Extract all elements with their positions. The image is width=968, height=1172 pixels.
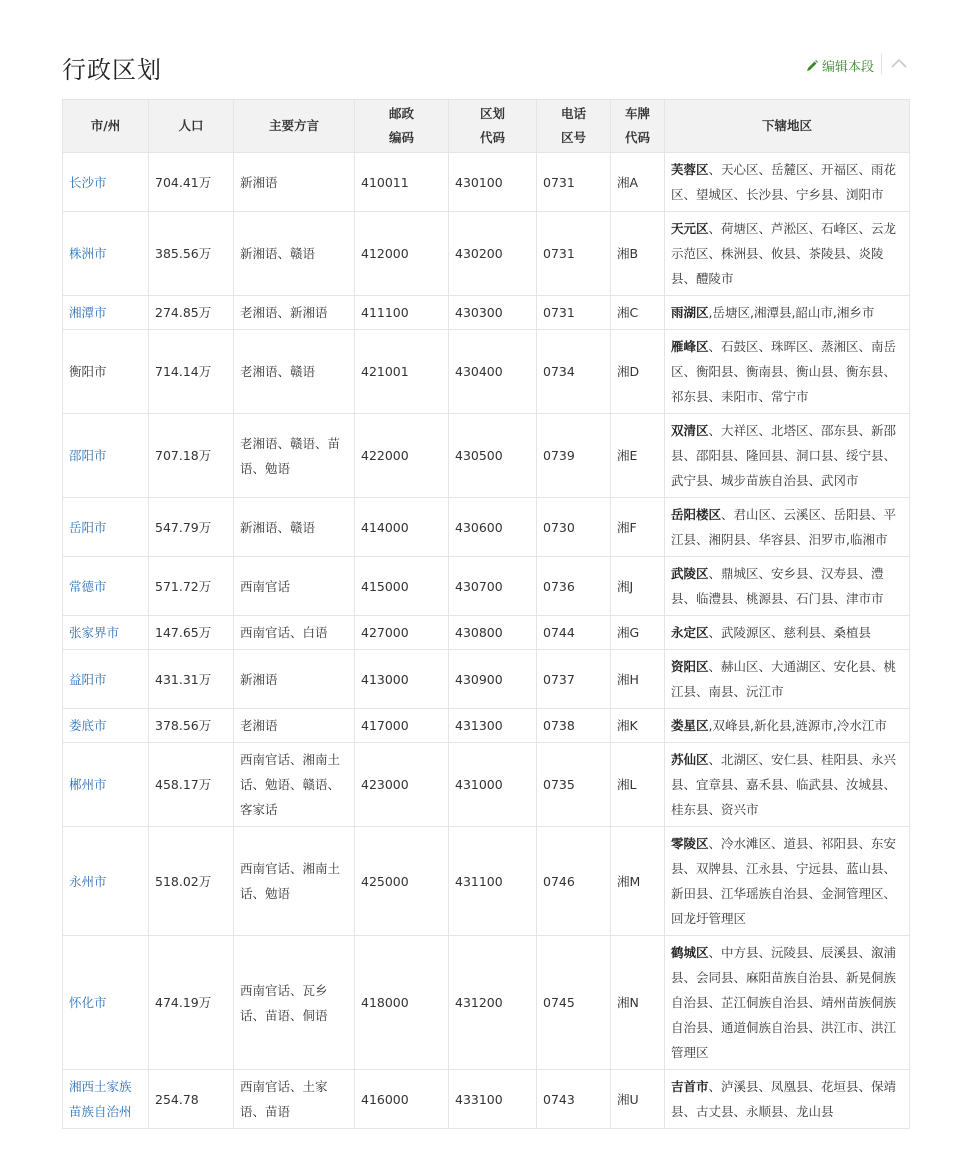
city-link[interactable]: 长沙市 bbox=[69, 174, 107, 190]
seat-district: 双清区 bbox=[671, 423, 709, 438]
population-cell: 458.17万 bbox=[149, 743, 234, 827]
division-code-cell: 430300 bbox=[449, 296, 537, 330]
postal-code-cell: 412000 bbox=[355, 212, 449, 296]
seat-district: 天元区 bbox=[671, 221, 709, 236]
city-link[interactable]: 常德市 bbox=[69, 578, 107, 594]
population-cell: 707.18万 bbox=[149, 414, 234, 498]
city-cell bbox=[63, 557, 149, 616]
city-link[interactable]: 岳阳市 bbox=[69, 519, 107, 535]
population-cell: 378.56万 bbox=[149, 709, 234, 743]
plate-code-cell: 湘F bbox=[611, 498, 665, 557]
edit-section-label: 编辑本段 bbox=[821, 60, 874, 75]
other-districts: 、武陵源区、慈利县、桑植县 bbox=[708, 625, 872, 640]
seat-district: 娄星区 bbox=[671, 718, 709, 733]
edit-section-link[interactable] bbox=[805, 56, 874, 75]
city-link[interactable]: 株洲市 bbox=[69, 246, 107, 261]
table-row bbox=[63, 330, 910, 414]
city-link[interactable]: 张家界市 bbox=[69, 625, 120, 640]
dialect-cell: 新湘语 bbox=[234, 650, 355, 709]
division-code-cell: 430400 bbox=[449, 330, 537, 414]
area-code-cell: 0745 bbox=[537, 936, 611, 1070]
seat-district: 雨湖区 bbox=[671, 305, 709, 320]
subdivisions-cell bbox=[665, 414, 910, 498]
city-link[interactable]: 怀化市 bbox=[69, 995, 107, 1010]
dialect-cell: 西南官话、湘南土话、勉语、赣语、客家话 bbox=[234, 743, 355, 827]
toolbar-divider bbox=[881, 54, 882, 74]
area-code-cell: 0737 bbox=[537, 650, 611, 709]
plate-code-cell: 湘C bbox=[611, 296, 665, 330]
plate-code-cell: 湘M bbox=[611, 827, 665, 936]
other-districts: 、天心区、岳麓区、开福区、雨花区、望城区、长沙县、宁乡县、浏阳市 bbox=[671, 162, 897, 202]
city-link[interactable]: 邵阳市 bbox=[69, 448, 107, 463]
seat-district: 苏仙区 bbox=[671, 752, 709, 767]
subdivisions-cell bbox=[665, 557, 910, 616]
dialect-cell: 老湘语、赣语 bbox=[234, 330, 355, 414]
division-code-cell: 431300 bbox=[449, 709, 537, 743]
table-row bbox=[63, 616, 910, 650]
column-header: 人口 bbox=[149, 100, 234, 153]
plate-code-cell: 湘K bbox=[611, 709, 665, 743]
other-districts: ,双峰县,新化县,涟源市,冷水江市 bbox=[708, 718, 887, 733]
dialect-cell: 西南官话、瓦乡话、苗语、侗语 bbox=[234, 936, 355, 1070]
city-cell bbox=[63, 616, 149, 650]
division-code-cell: 430800 bbox=[449, 616, 537, 650]
postal-code-cell: 410011 bbox=[355, 153, 449, 212]
city-cell bbox=[63, 709, 149, 743]
subdivisions-cell bbox=[665, 498, 910, 557]
postal-code-cell: 423000 bbox=[355, 743, 449, 827]
postal-code-cell: 418000 bbox=[355, 936, 449, 1070]
division-code-cell: 430200 bbox=[449, 212, 537, 296]
subdivisions-cell bbox=[665, 650, 910, 709]
dialect-cell: 新湘语 bbox=[234, 153, 355, 212]
area-code-cell: 0739 bbox=[537, 414, 611, 498]
division-code-cell: 433100 bbox=[449, 1070, 537, 1129]
postal-code-cell: 427000 bbox=[355, 616, 449, 650]
area-code-cell: 0730 bbox=[537, 498, 611, 557]
city-link[interactable]: 永州市 bbox=[69, 873, 107, 889]
seat-district: 岳阳楼区 bbox=[671, 507, 722, 522]
population-cell: 474.19万 bbox=[149, 936, 234, 1070]
table-row bbox=[63, 296, 910, 330]
seat-district: 武陵区 bbox=[671, 566, 709, 581]
table-row bbox=[63, 1070, 910, 1129]
population-cell: 704.41万 bbox=[149, 153, 234, 212]
table-row bbox=[63, 743, 910, 827]
plate-code-cell: 湘J bbox=[611, 557, 665, 616]
division-code-cell: 431200 bbox=[449, 936, 537, 1070]
dialect-cell: 西南官话、土家语、苗语 bbox=[234, 1070, 355, 1129]
column-header: 邮政 编码 bbox=[355, 100, 449, 153]
seat-district: 零陵区 bbox=[671, 836, 709, 851]
chevron-up-icon[interactable] bbox=[890, 56, 908, 70]
city-cell bbox=[63, 827, 149, 936]
city-link[interactable]: 益阳市 bbox=[69, 671, 107, 687]
other-districts: 、冷水滩区、道县、祁阳县、东安县、双牌县、江永县、宁远县、蓝山县、新田县、江华瑶族自治县、金洞管理区、回龙圩管理区 bbox=[671, 836, 897, 926]
dialect-cell: 老湘语、新湘语 bbox=[234, 296, 355, 330]
postal-code-cell: 422000 bbox=[355, 414, 449, 498]
population-cell: 518.02万 bbox=[149, 827, 234, 936]
population-cell: 385.56万 bbox=[149, 212, 234, 296]
subdivisions-cell bbox=[665, 616, 910, 650]
pencil-icon bbox=[805, 59, 819, 73]
plate-code-cell: 湘E bbox=[611, 414, 665, 498]
districts-table bbox=[62, 99, 910, 1129]
population-cell: 431.31万 bbox=[149, 650, 234, 709]
table-row bbox=[63, 498, 910, 557]
table-row bbox=[63, 557, 910, 616]
other-districts: 、赫山区、大通湖区、安化县、桃江县、南县、沅江市 bbox=[671, 659, 897, 699]
column-header: 市/州 bbox=[63, 100, 149, 153]
postal-code-cell: 417000 bbox=[355, 709, 449, 743]
seat-district: 资阳区 bbox=[671, 659, 709, 674]
division-code-cell: 431000 bbox=[449, 743, 537, 827]
subdivisions-cell bbox=[665, 743, 910, 827]
seat-district: 吉首市 bbox=[671, 1079, 709, 1094]
city-cell bbox=[63, 330, 149, 414]
other-districts: 、君山区、云溪区、岳阳县、平江县、湘阴县、华容县、汨罗市,临湘市 bbox=[671, 507, 897, 547]
table-row bbox=[63, 936, 910, 1070]
city-cell bbox=[63, 650, 149, 709]
subdivisions-cell bbox=[665, 296, 910, 330]
city-cell bbox=[63, 498, 149, 557]
dialect-cell: 西南官话、白语 bbox=[234, 616, 355, 650]
column-header: 主要方言 bbox=[234, 100, 355, 153]
area-code-cell: 0744 bbox=[537, 616, 611, 650]
city-link[interactable]: 郴州市 bbox=[69, 777, 107, 792]
table-header-row bbox=[63, 100, 910, 153]
seat-district: 鹤城区 bbox=[671, 945, 709, 960]
subdivisions-cell bbox=[665, 330, 910, 414]
area-code-cell: 0731 bbox=[537, 153, 611, 212]
table-row bbox=[63, 414, 910, 498]
division-code-cell: 430900 bbox=[449, 650, 537, 709]
dialect-cell: 新湘语、赣语 bbox=[234, 498, 355, 557]
population-cell: 547.79万 bbox=[149, 498, 234, 557]
dialect-cell: 西南官话、湘南土话、勉语 bbox=[234, 827, 355, 936]
city-cell bbox=[63, 212, 149, 296]
division-code-cell: 430100 bbox=[449, 153, 537, 212]
column-header: 下辖地区 bbox=[665, 100, 910, 153]
area-code-cell: 0736 bbox=[537, 557, 611, 616]
population-cell: 714.14万 bbox=[149, 330, 234, 414]
subdivisions-cell bbox=[665, 936, 910, 1070]
other-districts: 、荷塘区、芦淞区、石峰区、云龙示范区、株洲县、攸县、茶陵县、炎陵县、醴陵市 bbox=[671, 221, 897, 286]
division-code-cell: 430600 bbox=[449, 498, 537, 557]
area-code-cell: 0731 bbox=[537, 212, 611, 296]
table-row bbox=[63, 650, 910, 709]
seat-district: 永定区 bbox=[671, 625, 709, 640]
other-districts: 、大祥区、北塔区、邵东县、新邵县、邵阳县、隆回县、洞口县、绥宁县、武宁县、城步苗族自治县、武冈市 bbox=[671, 423, 897, 488]
area-code-cell: 0743 bbox=[537, 1070, 611, 1129]
plate-code-cell: 湘G bbox=[611, 616, 665, 650]
seat-district: 芙蓉区 bbox=[671, 162, 709, 177]
population-cell: 254.78 bbox=[149, 1070, 234, 1129]
area-code-cell: 0734 bbox=[537, 330, 611, 414]
postal-code-cell: 413000 bbox=[355, 650, 449, 709]
city-cell bbox=[63, 743, 149, 827]
city-link[interactable]: 娄底市 bbox=[69, 718, 107, 733]
city-cell bbox=[63, 936, 149, 1070]
city-link[interactable]: 湘潭市 bbox=[69, 305, 107, 320]
area-code-cell: 0738 bbox=[537, 709, 611, 743]
plate-code-cell: 湘U bbox=[611, 1070, 665, 1129]
section-title: 行政区划 bbox=[62, 56, 162, 84]
population-cell: 571.72万 bbox=[149, 557, 234, 616]
division-code-cell: 430500 bbox=[449, 414, 537, 498]
table-row bbox=[63, 827, 910, 936]
other-districts: 、石鼓区、珠晖区、蒸湘区、南岳区、衡阳县、衡南县、衡山县、衡东县、祁东县、耒阳市、常宁市 bbox=[671, 339, 897, 404]
subdivisions-cell bbox=[665, 153, 910, 212]
city-cell bbox=[63, 296, 149, 330]
dialect-cell: 老湘语、赣语、苗语、勉语 bbox=[234, 414, 355, 498]
plate-code-cell: 湘L bbox=[611, 743, 665, 827]
area-code-cell: 0746 bbox=[537, 827, 611, 936]
dialect-cell: 老湘语 bbox=[234, 709, 355, 743]
division-code-cell: 431100 bbox=[449, 827, 537, 936]
column-header: 车牌 代码 bbox=[611, 100, 665, 153]
column-header: 电话 区号 bbox=[537, 100, 611, 153]
other-districts: 、北湖区、安仁县、桂阳县、永兴县、宜章县、嘉禾县、临武县、汝城县、桂东县、资兴市 bbox=[671, 752, 897, 817]
population-cell: 274.85万 bbox=[149, 296, 234, 330]
subdivisions-cell bbox=[665, 709, 910, 743]
other-districts: ,岳塘区,湘潭县,韶山市,湘乡市 bbox=[708, 305, 875, 320]
postal-code-cell: 414000 bbox=[355, 498, 449, 557]
plate-code-cell: 湘H bbox=[611, 650, 665, 709]
area-code-cell: 0735 bbox=[537, 743, 611, 827]
postal-code-cell: 415000 bbox=[355, 557, 449, 616]
subdivisions-cell bbox=[665, 827, 910, 936]
plate-code-cell: 湘D bbox=[611, 330, 665, 414]
city-cell bbox=[63, 1070, 149, 1129]
city-cell bbox=[63, 153, 149, 212]
dialect-cell: 新湘语、赣语 bbox=[234, 212, 355, 296]
city-link[interactable]: 湘西土家族苗族自治州 bbox=[69, 1079, 132, 1119]
area-code-cell: 0731 bbox=[537, 296, 611, 330]
plate-code-cell: 湘A bbox=[611, 153, 665, 212]
dialect-cell: 西南官话 bbox=[234, 557, 355, 616]
subdivisions-cell bbox=[665, 1070, 910, 1129]
city-name: 衡阳市 bbox=[69, 364, 107, 379]
seat-district: 雁峰区 bbox=[671, 339, 709, 354]
postal-code-cell: 416000 bbox=[355, 1070, 449, 1129]
other-districts: 、泸溪县、凤凰县、花垣县、保靖县、古丈县、永顺县、龙山县 bbox=[671, 1079, 897, 1119]
table-row bbox=[63, 709, 910, 743]
division-code-cell: 430700 bbox=[449, 557, 537, 616]
postal-code-cell: 411100 bbox=[355, 296, 449, 330]
other-districts: 、中方县、沅陵县、辰溪县、溆浦县、会同县、麻阳苗族自治县、新晃侗族自治县、芷江侗族自治县、靖州苗族侗族自治县、通道侗族自治县、洪江市、洪江管理区 bbox=[671, 945, 897, 1060]
subdivisions-cell bbox=[665, 212, 910, 296]
postal-code-cell: 421001 bbox=[355, 330, 449, 414]
postal-code-cell: 425000 bbox=[355, 827, 449, 936]
population-cell: 147.65万 bbox=[149, 616, 234, 650]
table-row bbox=[63, 153, 910, 212]
table-row bbox=[63, 212, 910, 296]
plate-code-cell: 湘B bbox=[611, 212, 665, 296]
column-header: 区划 代码 bbox=[449, 100, 537, 153]
plate-code-cell: 湘N bbox=[611, 936, 665, 1070]
city-cell bbox=[63, 414, 149, 498]
other-districts: 、鼎城区、安乡县、汉寿县、澧县、临澧县、桃源县、石门县、津市市 bbox=[671, 566, 884, 606]
